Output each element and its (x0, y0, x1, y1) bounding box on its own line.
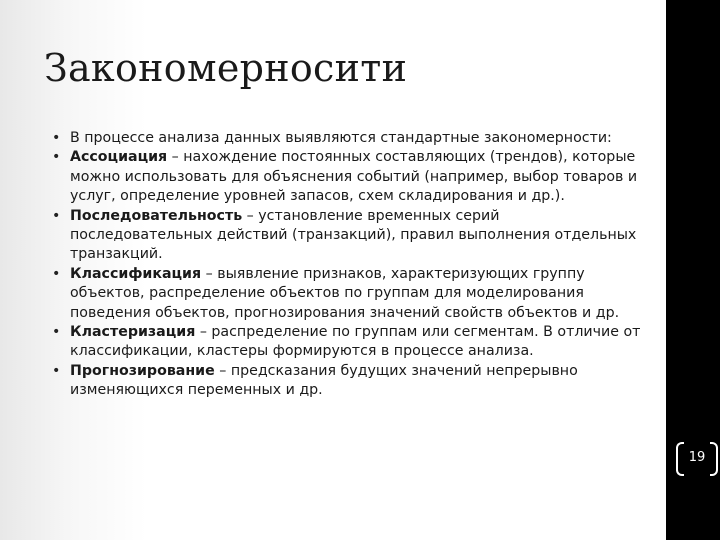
bullet-dot-icon: • (52, 130, 61, 146)
bullet-item-clustering (52, 323, 644, 362)
bullet-dot-icon: • (52, 149, 61, 166)
bullet-item-forecasting (52, 362, 644, 401)
bullet-term: Кластеризация (70, 324, 196, 341)
page-number-badge (676, 442, 720, 478)
page-number: 19 (688, 450, 706, 465)
bullet-list (52, 129, 644, 401)
bullet-term: Прогнозирование (70, 362, 215, 379)
bullet-text: – нахождение постоянных составляющих (трендов), которые можно использовать для объяснения событий (например, выбор товаров и услуг, определение уровней запасов, схем складирования и др.). (70, 149, 638, 205)
bullet-text: В процессе анализа данных выявляются стандартные закономерности: (70, 130, 612, 146)
bullet-dot-icon: • (52, 207, 61, 224)
right-bracket-icon (710, 442, 718, 476)
left-bracket-icon (676, 442, 684, 476)
bullet-term: Классификация (70, 265, 202, 282)
bullet-term: Ассоциация (70, 149, 168, 166)
bullet-text: – выявление признаков, характеризующих группу объектов, распределение объектов по группам для моделирования поведения объектов, прогнозирования значений свойств объектов и др. (70, 265, 620, 321)
bullet-text: – установление временных серий последовательных действий (транзакций), правил выполнения отдельных транзакций. (70, 207, 637, 263)
bullet-dot-icon: • (52, 362, 61, 379)
bullet-dot-icon: • (52, 265, 61, 282)
bullet-item-classification (52, 265, 644, 323)
slide-title: Закономерносити (44, 46, 408, 90)
bullet-text: – предсказания будущих значений непрерывно изменяющихся переменных и др. (70, 362, 578, 399)
bullet-dot-icon: • (52, 324, 61, 341)
bullet-item-intro (52, 129, 644, 148)
bullet-item-sequence (52, 207, 644, 265)
bullet-text: – распределение по группам или сегментам. В отличие от классификации, кластеры формируются в процессе анализа. (70, 324, 641, 360)
bullet-item-association (52, 148, 644, 206)
bullet-term: Последовательность (70, 207, 243, 224)
